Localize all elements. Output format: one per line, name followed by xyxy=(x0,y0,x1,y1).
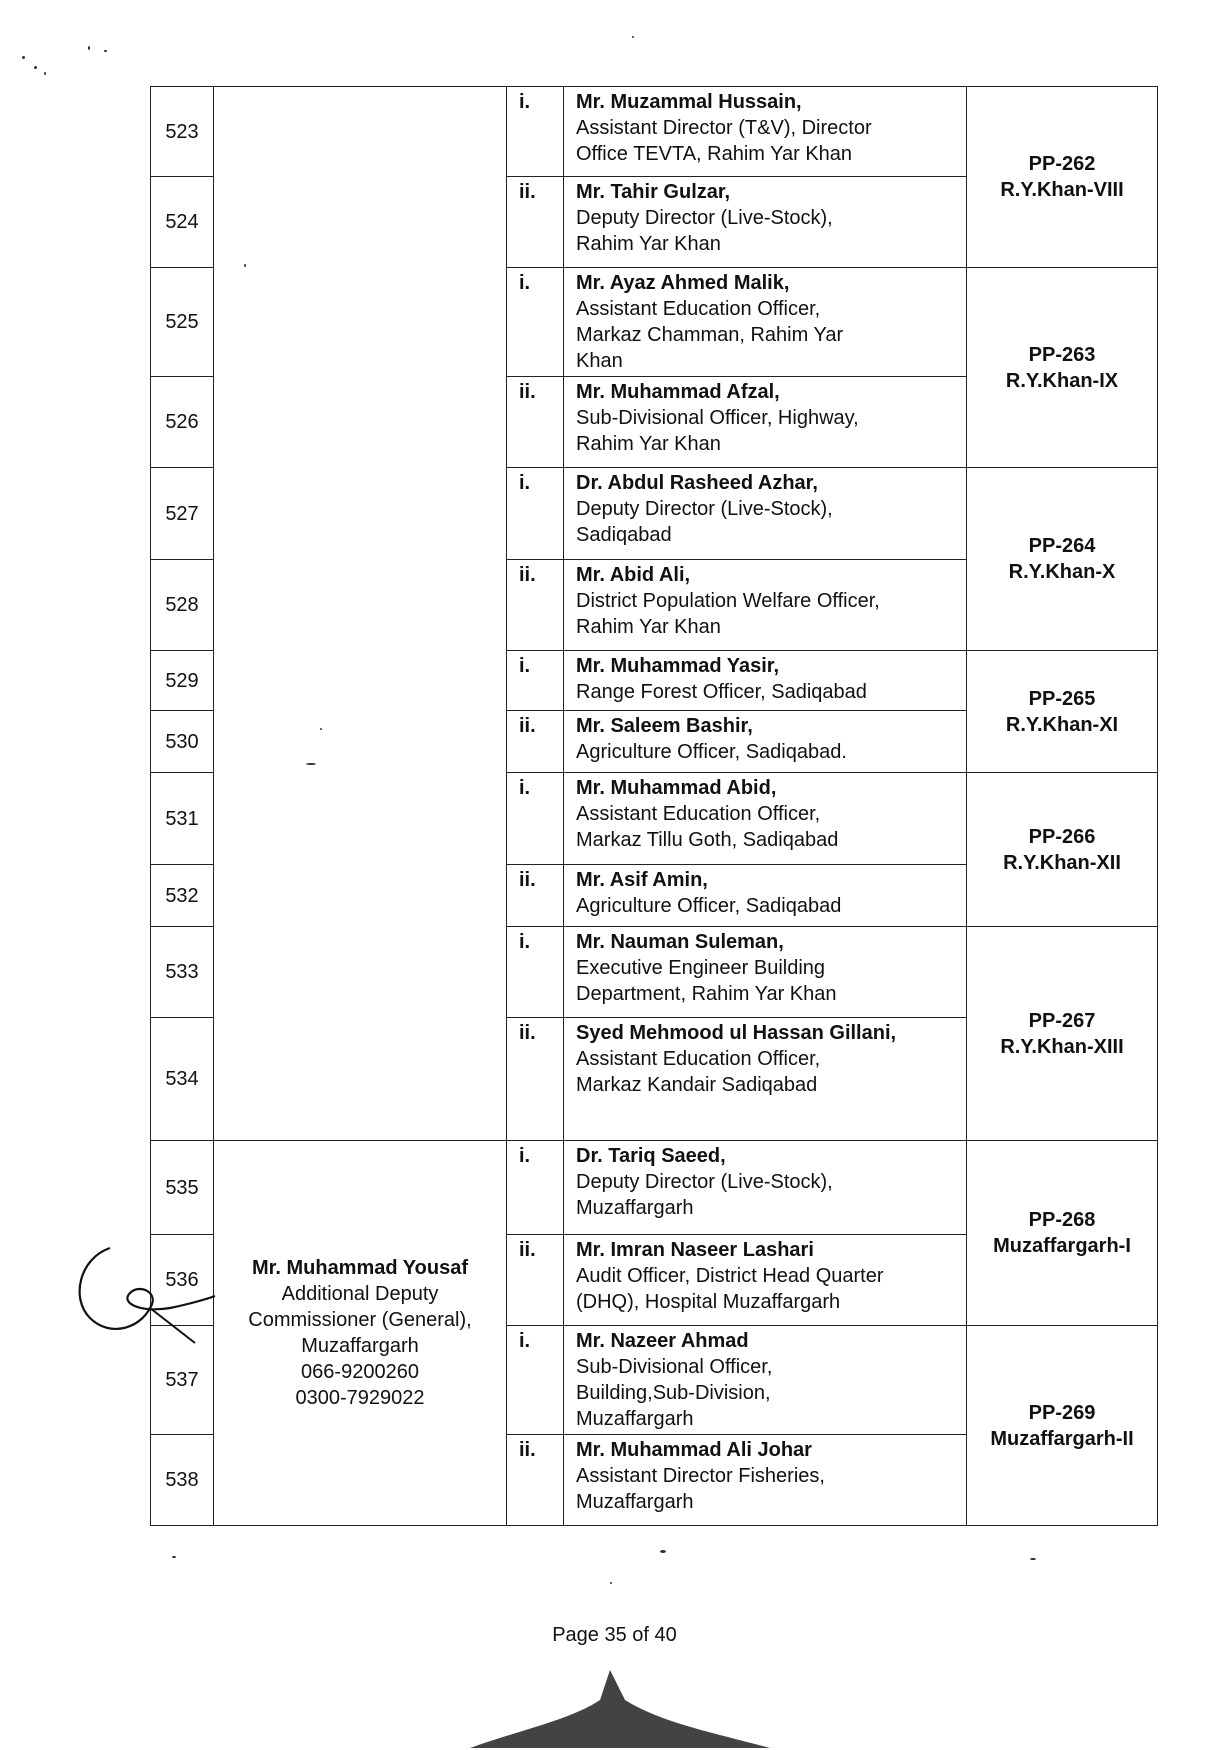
aro-detail: Rahim Yar Khan xyxy=(576,616,721,638)
aro-detail: Rahim Yar Khan xyxy=(576,433,721,455)
constituency-cell xyxy=(967,268,1158,468)
roman-index: i. xyxy=(507,268,564,377)
roman-index: i. xyxy=(507,927,564,1018)
aro-detail: Muzaffargarh xyxy=(576,1408,694,1430)
serial-number: 534 xyxy=(151,1018,214,1141)
serial-number: 538 xyxy=(151,1435,214,1526)
constituency-cell xyxy=(967,651,1158,773)
aro-name: Mr. Imran Naseer Lashari xyxy=(576,1239,814,1261)
aro-detail: Assistant Director (T&V), Director xyxy=(576,117,872,139)
aro-cell xyxy=(564,1435,967,1526)
aro-cell xyxy=(564,651,967,711)
roman-index: i. xyxy=(507,1141,564,1235)
aro-name: Mr. Muhammad Yasir, xyxy=(576,655,780,677)
constituency-cell xyxy=(967,773,1158,927)
aro-detail: Markaz Tillu Goth, Sadiqabad xyxy=(576,829,839,851)
returning-officer-detail: Commissioner (General), xyxy=(248,1309,472,1331)
aro-detail: Executive Engineer Building xyxy=(576,957,826,979)
aro-detail: Deputy Director (Live-Stock), xyxy=(576,498,833,520)
constituency-name: R.Y.Khan-X xyxy=(1008,561,1116,583)
scan-artifact xyxy=(460,1660,780,1750)
scan-speck xyxy=(44,72,46,75)
serial-number: 529 xyxy=(151,651,214,711)
aro-detail: Assistant Education Officer, xyxy=(576,1048,821,1070)
constituency-name: R.Y.Khan-IX xyxy=(1005,369,1119,392)
scan-speck xyxy=(172,1556,176,1558)
aro-detail: Muzaffargarh xyxy=(576,1491,694,1513)
constituency-name: R.Y.Khan-XIII xyxy=(1000,1035,1124,1058)
aro-cell xyxy=(564,773,967,865)
returning-officer-detail: Muzaffargarh xyxy=(301,1335,419,1357)
election-staff-table xyxy=(150,86,1158,1526)
aro-detail: Markaz Chamman, Rahim Yar xyxy=(576,324,844,346)
aro-detail: Agriculture Officer, Sadiqabad xyxy=(576,895,842,917)
roman-index: ii. xyxy=(507,177,564,268)
roman-index: ii. xyxy=(507,711,564,773)
roman-index: ii. xyxy=(507,560,564,651)
constituency-code: PP-269 xyxy=(1028,1401,1096,1424)
aro-detail: Deputy Director (Live-Stock), xyxy=(576,207,833,229)
aro-name: Dr. Abdul Rasheed Azhar, xyxy=(576,472,818,494)
scan-speck xyxy=(1030,1558,1036,1560)
serial-number: 523 xyxy=(151,87,214,177)
aro-detail: Sub-Divisional Officer, Highway, xyxy=(576,407,859,429)
constituency-code: PP-263 xyxy=(1028,343,1096,366)
constituency-code: PP-266 xyxy=(1028,825,1096,848)
returning-officer-cell xyxy=(214,1141,507,1526)
constituency-code: PP-268 xyxy=(1028,1209,1096,1231)
serial-number: 536 xyxy=(151,1235,214,1326)
roman-index: i. xyxy=(507,773,564,865)
aro-cell xyxy=(564,1326,967,1435)
aro-detail: Assistant Director Fisheries, xyxy=(576,1465,825,1487)
roman-index: i. xyxy=(507,468,564,560)
constituency-name: R.Y.Khan-XII xyxy=(1003,851,1121,874)
scan-speck xyxy=(632,36,634,38)
constituency-code: PP-265 xyxy=(1028,687,1096,710)
aro-cell xyxy=(564,268,967,377)
constituency-cell xyxy=(967,468,1158,651)
aro-detail: (DHQ), Hospital Muzaffargarh xyxy=(576,1291,841,1313)
serial-number: 527 xyxy=(151,468,214,560)
returning-officer-detail: Additional Deputy xyxy=(281,1283,439,1305)
aro-name: Mr. Muhammad Abid, xyxy=(576,777,777,799)
aro-detail: Agriculture Officer, Sadiqabad. xyxy=(576,741,847,763)
returning-officer-cell-blank xyxy=(214,87,507,1141)
aro-cell xyxy=(564,87,967,177)
aro-name: Mr. Abid Ali, xyxy=(576,564,691,586)
returning-officer-name: Mr. Muhammad Yousaf xyxy=(252,1257,468,1279)
aro-detail: Range Forest Officer, Sadiqabad xyxy=(576,681,867,703)
constituency-code: PP-267 xyxy=(1028,1009,1096,1032)
serial-number: 525 xyxy=(151,268,214,377)
aro-detail: Deputy Director (Live-Stock), xyxy=(576,1171,833,1193)
aro-detail: Office TEVTA, Rahim Yar Khan xyxy=(576,143,853,165)
constituency-cell xyxy=(967,1141,1158,1326)
aro-name: Mr. Muhammad Ali Johar xyxy=(576,1439,812,1461)
serial-number: 537 xyxy=(151,1326,214,1435)
aro-cell xyxy=(564,377,967,468)
serial-number: 530 xyxy=(151,711,214,773)
scan-speck xyxy=(610,1582,612,1584)
aro-name: Mr. Saleem Bashir, xyxy=(576,715,753,737)
roman-index: ii. xyxy=(507,1435,564,1526)
serial-number: 535 xyxy=(151,1141,214,1235)
aro-name: Mr. Tahir Gulzar, xyxy=(576,181,731,203)
aro-name: Mr. Muzammal Hussain, xyxy=(576,91,802,113)
constituency-name: R.Y.Khan-VIII xyxy=(1000,179,1124,201)
roman-index: ii. xyxy=(507,1018,564,1141)
constituency-code: PP-262 xyxy=(1028,153,1096,175)
aro-cell xyxy=(564,1235,967,1326)
aro-detail: Markaz Kandair Sadiqabad xyxy=(576,1074,818,1096)
aro-cell xyxy=(564,1141,967,1235)
aro-name: Mr. Muhammad Afzal, xyxy=(576,381,780,403)
table-row xyxy=(151,1141,1158,1235)
aro-cell xyxy=(564,927,967,1018)
aro-cell xyxy=(564,711,967,773)
constituency-name: Muzaffargarh-II xyxy=(990,1427,1134,1450)
aro-cell xyxy=(564,1018,967,1141)
aro-detail: Building,Sub-Division, xyxy=(576,1382,771,1404)
returning-officer-mobile: 0300-7929022 xyxy=(295,1387,425,1409)
roman-index: ii. xyxy=(507,377,564,468)
serial-number: 532 xyxy=(151,865,214,927)
aro-cell xyxy=(564,560,967,651)
roman-index: ii. xyxy=(507,1235,564,1326)
roman-index: i. xyxy=(507,87,564,177)
roman-index: i. xyxy=(507,1326,564,1435)
aro-detail: Muzaffargarh xyxy=(576,1197,694,1219)
aro-name: Mr. Asif Amin, xyxy=(576,869,708,891)
returning-officer-phone: 066-9200260 xyxy=(301,1361,419,1383)
aro-detail: Assistant Education Officer, xyxy=(576,298,821,320)
aro-cell xyxy=(564,177,967,268)
scan-speck xyxy=(34,66,37,69)
aro-detail: Rahim Yar Khan xyxy=(576,233,721,255)
constituency-cell xyxy=(967,87,1158,268)
serial-number: 531 xyxy=(151,773,214,865)
serial-number: 524 xyxy=(151,177,214,268)
aro-detail: Khan xyxy=(576,350,623,372)
scan-speck xyxy=(22,56,25,59)
aro-name: Mr. Ayaz Ahmed Malik, xyxy=(576,272,790,294)
aro-name: Dr. Tariq Saeed, xyxy=(576,1145,726,1167)
constituency-cell xyxy=(967,1326,1158,1526)
aro-name: Mr. Nauman Suleman, xyxy=(576,931,784,953)
aro-detail: Sadiqabad xyxy=(576,524,672,546)
scan-speck xyxy=(88,46,90,50)
aro-detail: District Population Welfare Officer, xyxy=(576,590,880,612)
roman-index: ii. xyxy=(507,865,564,927)
aro-detail: Sub-Divisional Officer, xyxy=(576,1356,773,1378)
aro-detail: Department, Rahim Yar Khan xyxy=(576,983,837,1005)
handwritten-signature xyxy=(70,1238,220,1348)
scan-speck xyxy=(660,1550,666,1553)
scan-speck xyxy=(104,50,107,52)
table-row xyxy=(151,87,1158,177)
aro-cell xyxy=(564,865,967,927)
roman-index: i. xyxy=(507,651,564,711)
aro-cell xyxy=(564,468,967,560)
serial-number: 533 xyxy=(151,927,214,1018)
serial-number: 526 xyxy=(151,377,214,468)
aro-name: Mr. Nazeer Ahmad xyxy=(576,1330,749,1352)
constituency-cell xyxy=(967,927,1158,1141)
aro-name: Syed Mehmood ul Hassan Gillani, xyxy=(576,1022,897,1044)
constituency-name: R.Y.Khan-XI xyxy=(1005,713,1119,736)
page-number-footer: Page 35 of 40 xyxy=(552,1624,677,1646)
aro-detail: Audit Officer, District Head Quarter xyxy=(576,1265,884,1287)
constituency-code: PP-264 xyxy=(1028,535,1096,557)
aro-detail: Assistant Education Officer, xyxy=(576,803,821,825)
serial-number: 528 xyxy=(151,560,214,651)
constituency-name: Muzaffargarh-I xyxy=(993,1235,1131,1257)
